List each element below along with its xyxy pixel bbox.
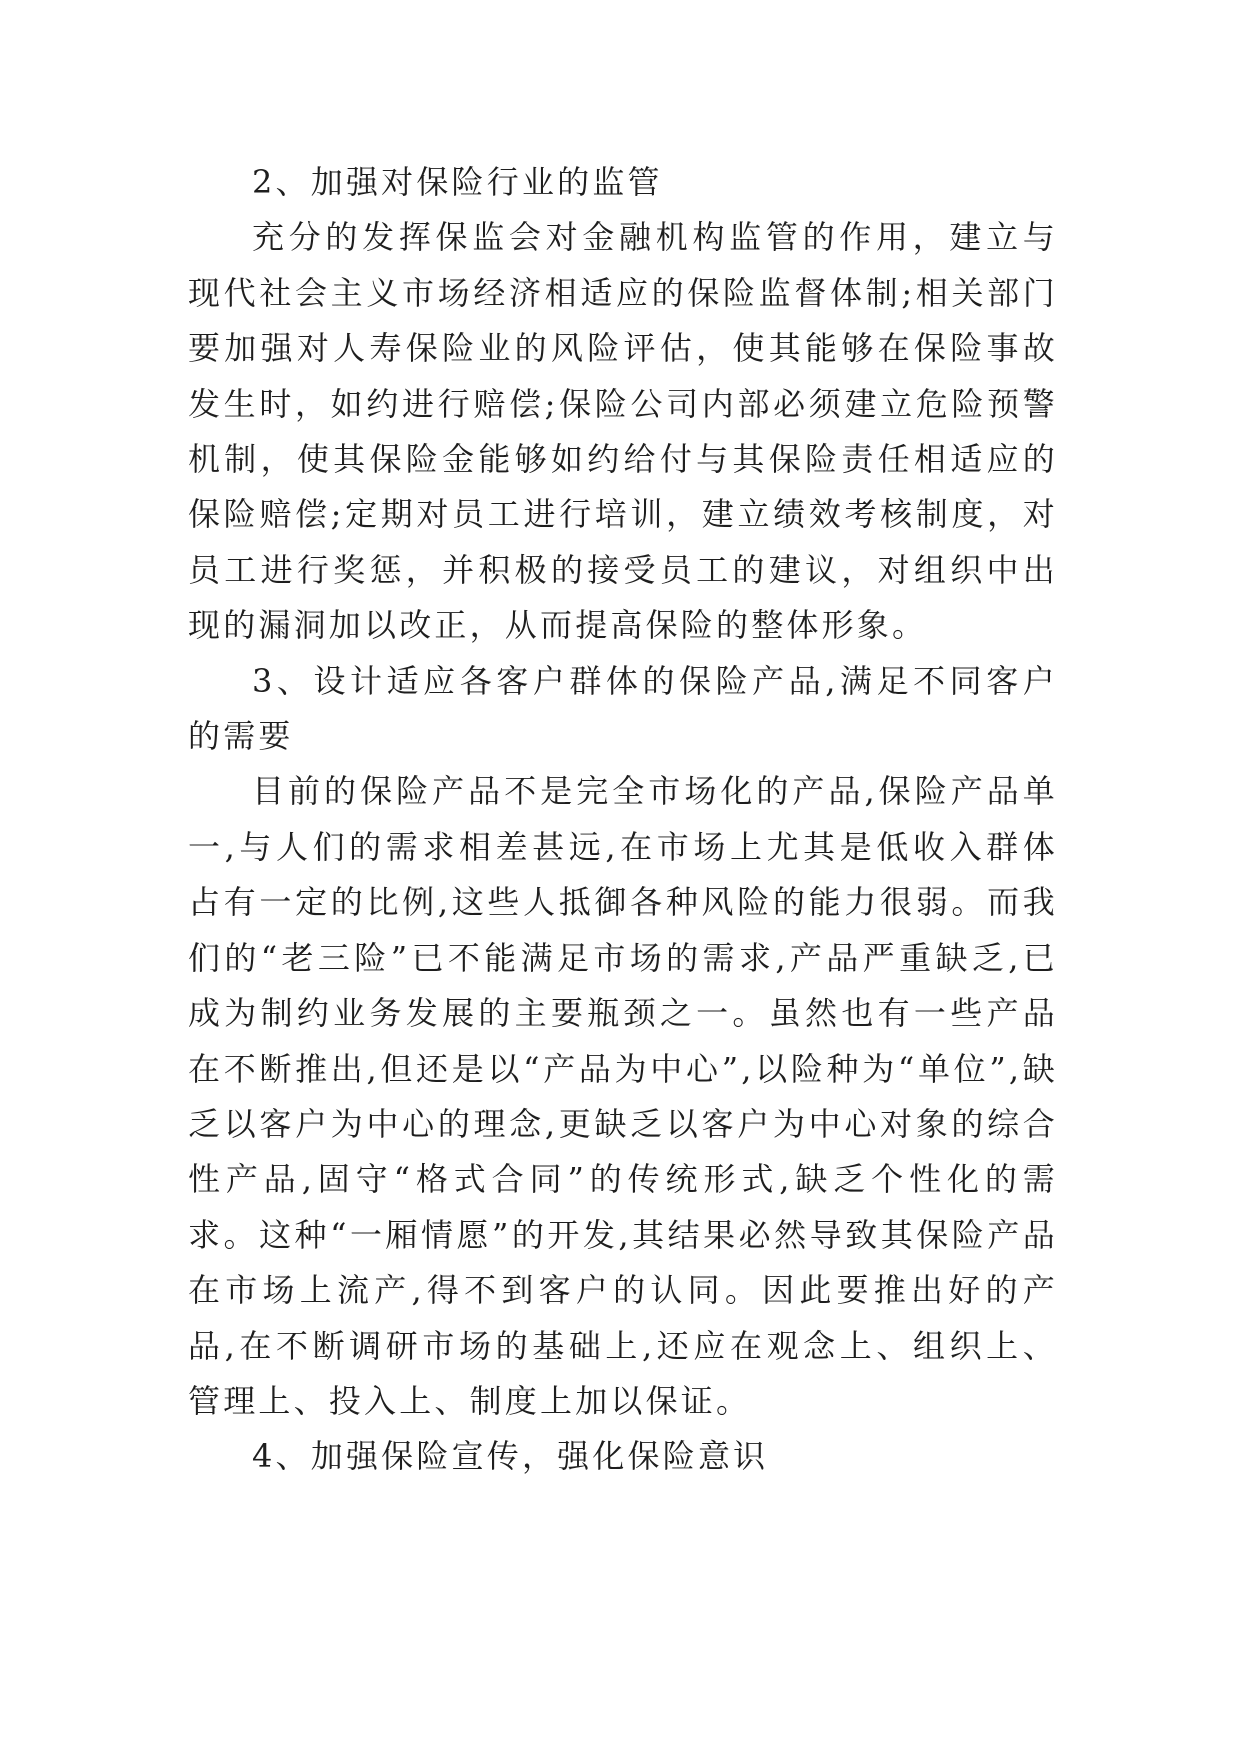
document-body — [188, 155, 1058, 1485]
section-heading-2: 2、加强对保险行业的监管 — [252, 163, 663, 201]
paragraph-products: 目前的保险产品不是完全市场化的产品,保险产品单一,与人们的需求相差甚远,在市场上尤其是低收入群体占有一定的比例,这些人抵御各种风险的能力很弱。而我们的“老三险”已不能满足市场的需求,产品严重缺乏,已成为制约业务发展的主要瓶颈之一。虽然也有一些产品在不断推出,但还是以“产品为中心”,以险种为“单位”,缺乏以客户为中心的理念,更缺乏以客户为中心对象的综合性产品,固守“格式合同”的传统形式,缺乏个性化的需求。这种“一厢情愿”的开发,其结果必然导致其保险产品在市场上流产,得不到客户的认同。因此要推出好的产品,在不断调研市场的基础上,还应在观念上、组织上、管理上、投入上、制度上加以保证。 — [188, 772, 1058, 1420]
section-heading-3: 3、设计适应各客户群体的保险产品,满足不同客户的需要 — [188, 661, 1058, 756]
section-heading-4: 4、加强保险宣传，强化保险意识 — [252, 1437, 769, 1476]
paragraph-supervision: 充分的发挥保监会对金融机构监管的作用，建立与现代社会主义市场经济相适应的保险监督体制;相关部门要加强对人寿保险业的风险评估，使其能够在保险事故发生时，如约进行赔偿;保险公司内部必须建立危险预警机制，使其保险金能够如约给付与其保险责任相适应的保险赔偿;定期对员工进行培训，建立绩效考核制度，对员工进行奖惩，并积极的接受员工的建议，对组织中出现的漏洞加以改正，从而提高保险的整体形象。 — [188, 218, 1058, 645]
